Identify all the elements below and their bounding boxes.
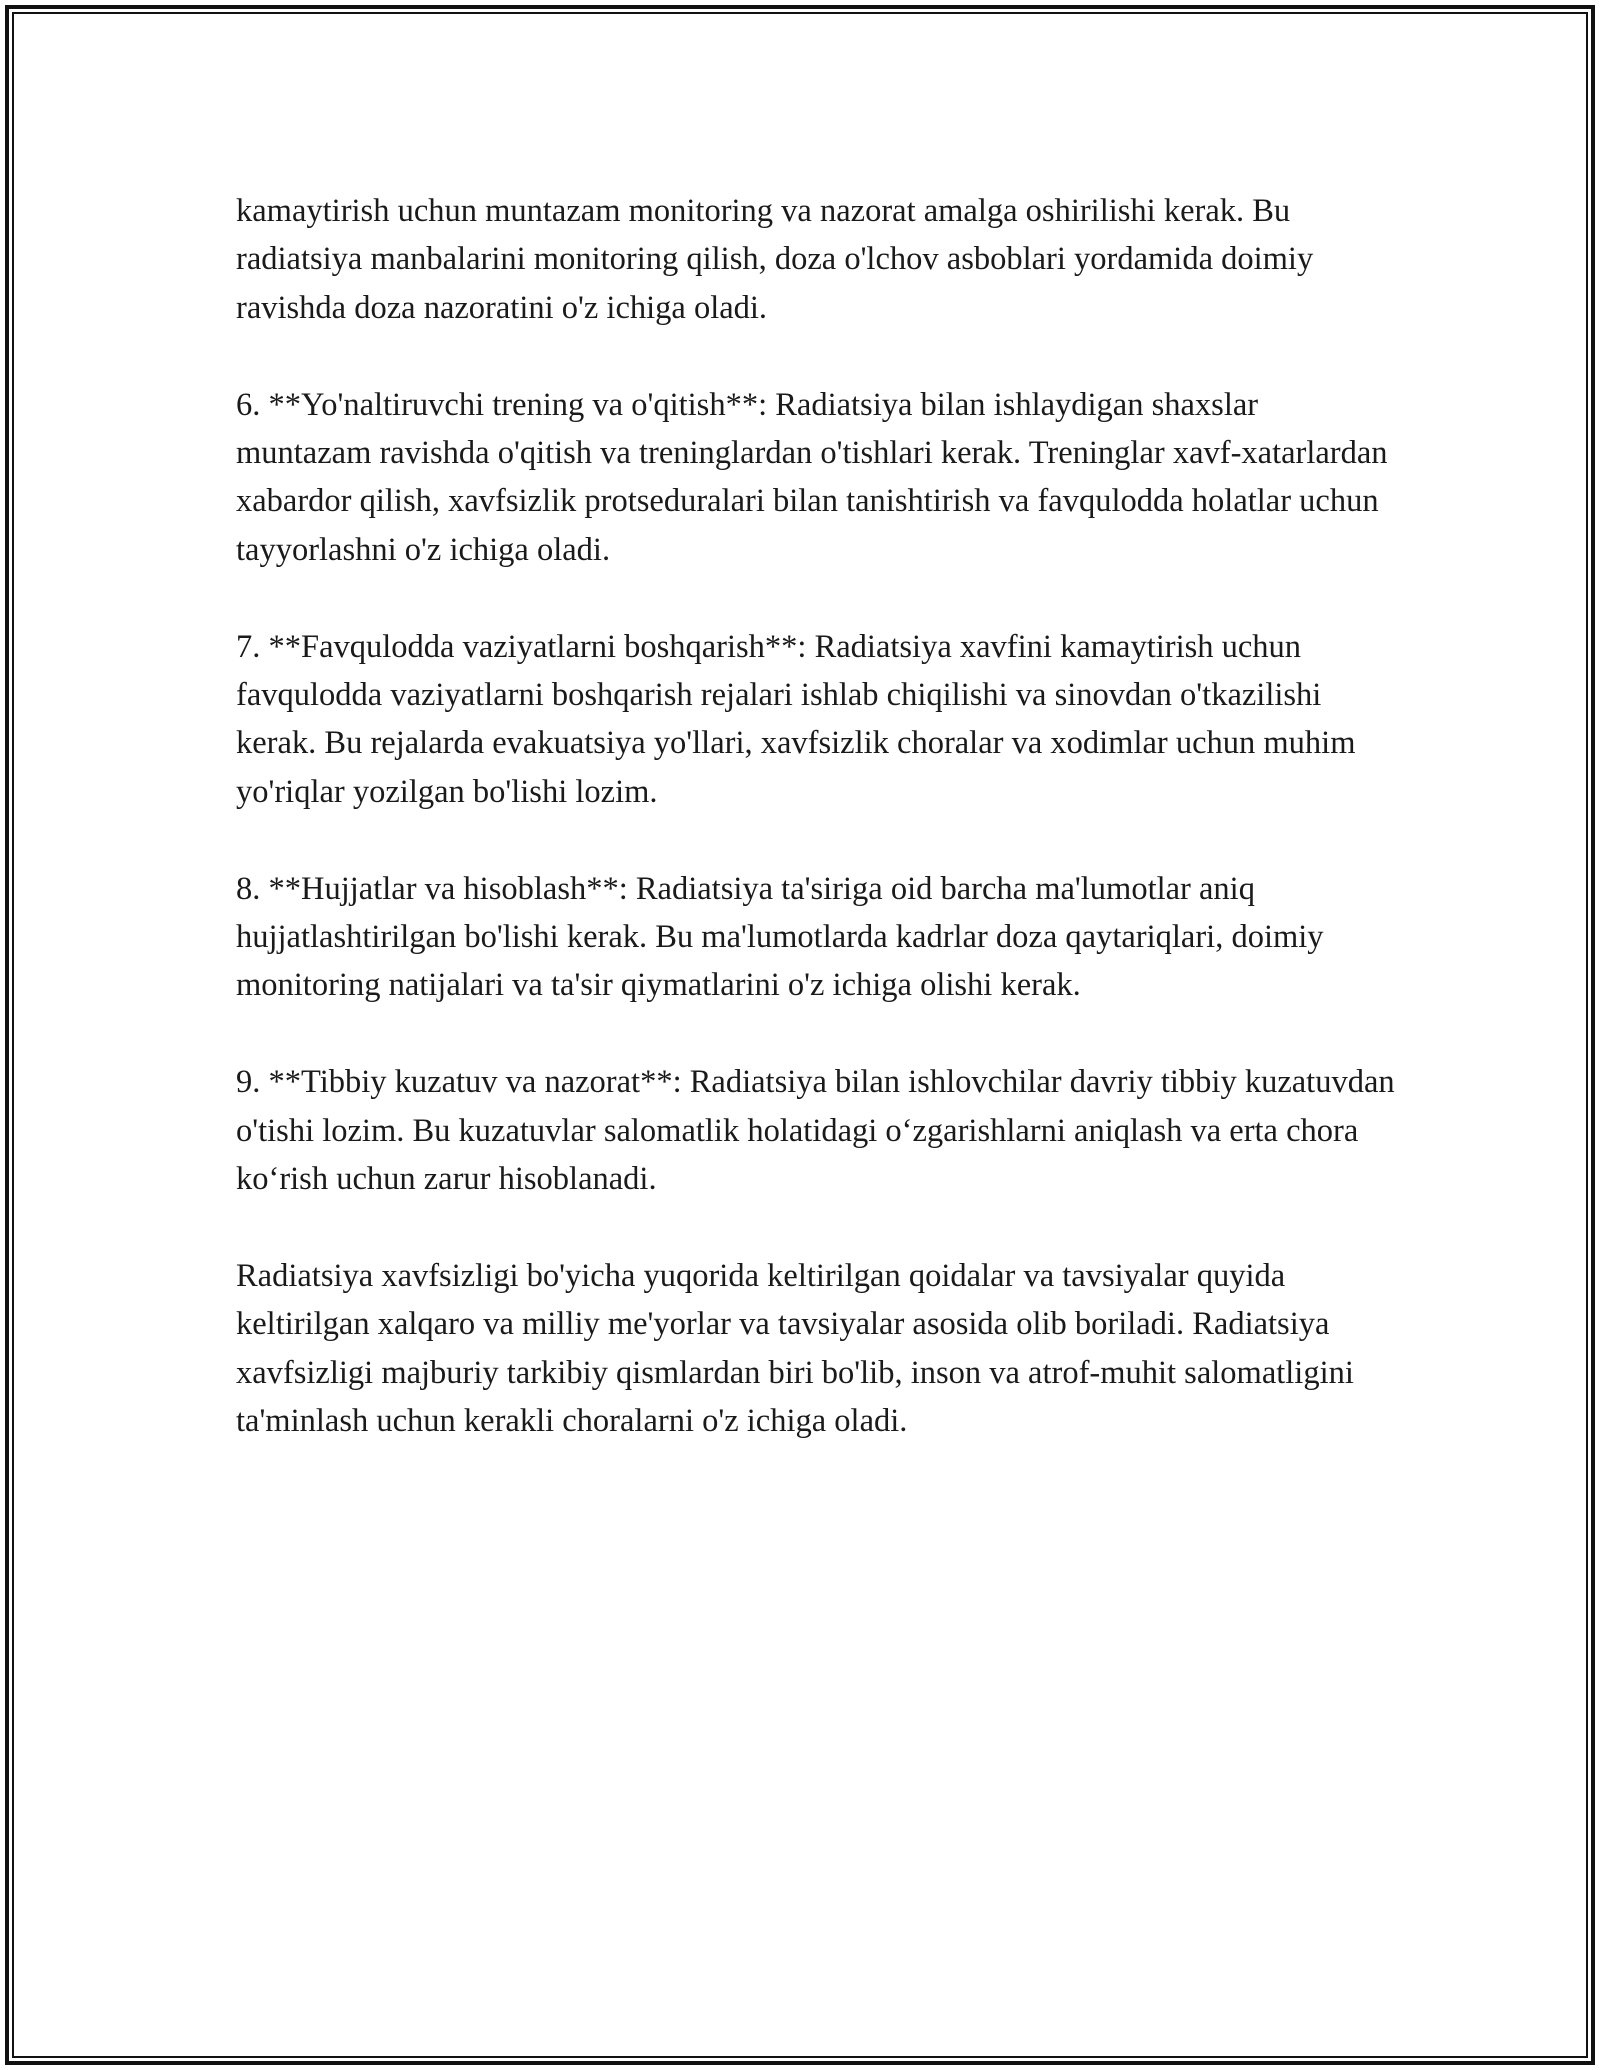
paragraph-item-6-training: 6. **Yo'naltiruvchi trening va o'qitish**: Radiatsiya bilan ishlaydigan shaxslar muntazam ravishda o'qitish va treninglardan o'tishlari kerak. Treninglar xavf-xatarlardan xabardor qilish, xavfsizlik protseduralari bilan tanishtirish va favqulodda holatlar uchun tayyorlashni o'z ichiga oladi. bbox=[236, 386, 1388, 568]
document-body bbox=[236, 187, 1396, 1445]
paragraph-item-9-medical: 9. **Tibbiy kuzatuv va nazorat**: Radiatsiya bilan ishlovchilar davriy tibbiy kuzatuvdan o'tishi lozim. Bu kuzatuvlar salomatlik holatidagi o‘zgarishlarni aniqlash va erta chora ko‘rish uchun zarur hisoblanadi. bbox=[236, 1064, 1395, 1198]
paragraph-conclusion: Radiatsiya xavfsizligi bo'yicha yuqorida keltirilgan qoidalar va tavsiyalar quyida keltirilgan xalqaro va milliy me'yorlar va tavsiyalar asosida olib boriladi. Radiatsiya xavfsizligi majburiy tarkibiy qismlardan biri bo'lib, inson va atrof-muhit salomatligini ta'minlash uchun kerakli choralarni o'z ichiga oladi. bbox=[236, 1257, 1354, 1440]
paragraph-item-8-documentation: 8. **Hujjatlar va hisoblash**: Radiatsiya ta'siriga oid barcha ma'lumotlar aniq hujjatlashtirilgan bo'lishi kerak. Bu ma'lumotlarda kadrlar doza qaytariqlari, doimiy monitoring natijalari va ta'sir qiymatlarini o'z ichiga olishi kerak. bbox=[236, 870, 1324, 1004]
paragraph-monitoring-continuation: kamaytirish uchun muntazam monitoring va nazorat amalga oshirilishi kerak. Bu radiatsiya manbalarini monitoring qilish, doza o'lchov asboblari yordamida doimiy ravishda doza nazoratini o'z ichiga oladi. bbox=[236, 193, 1314, 326]
paragraph-item-7-emergency: 7. **Favqulodda vaziyatlarni boshqarish**: Radiatsiya xavfini kamaytirish uchun favqulodda vaziyatlarni boshqarish rejalari ishlab chiqilishi va sinovdan o'tkazilishi kerak. Bu rejalarda evakuatsiya yo'llari, xavfsizlik choralar va xodimlar uchun muhim yo'riqlar yozilgan bo'lishi lozim. bbox=[236, 628, 1356, 810]
